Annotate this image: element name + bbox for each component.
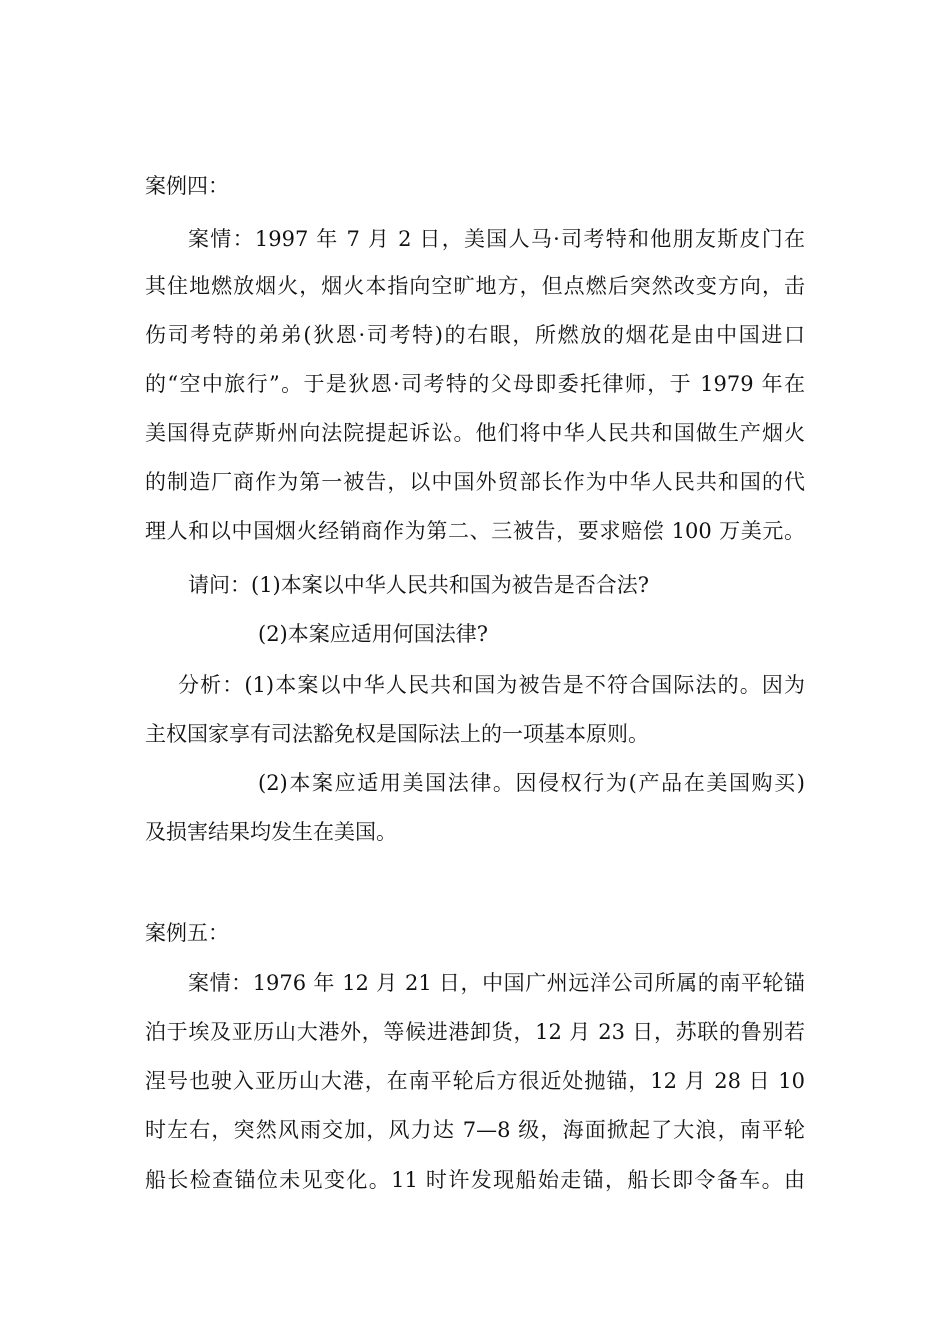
case4-question-2: (2)本案应适用何国法律? [258,622,489,646]
case4-facts-line-5: 美国得克萨斯州向法院提起诉讼。他们将中华人民共和国做生产烟火 [145,421,805,445]
case5-facts-line-1: 案情：1976 年 12 月 21 日，中国广州远洋公司所属的南平轮锚 [188,971,805,995]
case4-analysis-1-line-1: 分析：(1)本案以中华人民共和国为被告是不符合国际法的。因为 [178,673,805,697]
case4-facts-line-1: 案情：1997 年 7 月 2 日，美国人马·司考特和他朋友斯皮门在 [188,227,805,251]
case4-analysis-2-line-2: 及损害结果均发生在美国。 [145,820,397,844]
case5-facts-line-5: 船长检查锚位未见变化。11 时许发现船始走锚，船长即令备车。由 [145,1168,805,1192]
case4-heading: 案例四： [145,174,229,198]
case5-heading: 案例五： [145,921,229,945]
case5-facts-line-2: 泊于埃及亚历山大港外，等候进港卸货，12 月 23 日，苏联的鲁别若 [145,1020,805,1044]
case4-facts-line-7: 理人和以中国烟火经销商作为第二、三被告，要求赔偿 100 万美元。 [145,519,805,543]
case4-facts-line-6: 的制造厂商作为第一被告，以中国外贸部长作为中华人民共和国的代 [145,470,805,494]
case4-facts-line-2: 其住地燃放烟火，烟火本指向空旷地方，但点燃后突然改变方向，击 [145,274,805,298]
case4-analysis-2-line-1: (2)本案应适用美国法律。因侵权行为(产品在美国购买) [258,771,805,795]
case4-analysis-1-line-2: 主权国家享有司法豁免权是国际法上的一项基本原则。 [145,722,649,746]
case4-question-1: 请问：(1)本案以中华人民共和国为被告是否合法? [188,573,650,597]
case4-facts-line-4: 的“空中旅行”。于是狄恩·司考特的父母即委托律师，于 1979 年在 [145,372,805,396]
case4-facts-line-3: 伤司考特的弟弟(狄恩·司考特)的右眼，所燃放的烟花是由中国进口 [145,323,805,347]
case5-facts-line-3: 涅号也驶入亚历山大港，在南平轮后方很近处抛锚，12 月 28 日 10 [145,1069,805,1093]
case5-facts-line-4: 时左右，突然风雨交加，风力达 7—8 级，海面掀起了大浪，南平轮 [145,1118,805,1142]
